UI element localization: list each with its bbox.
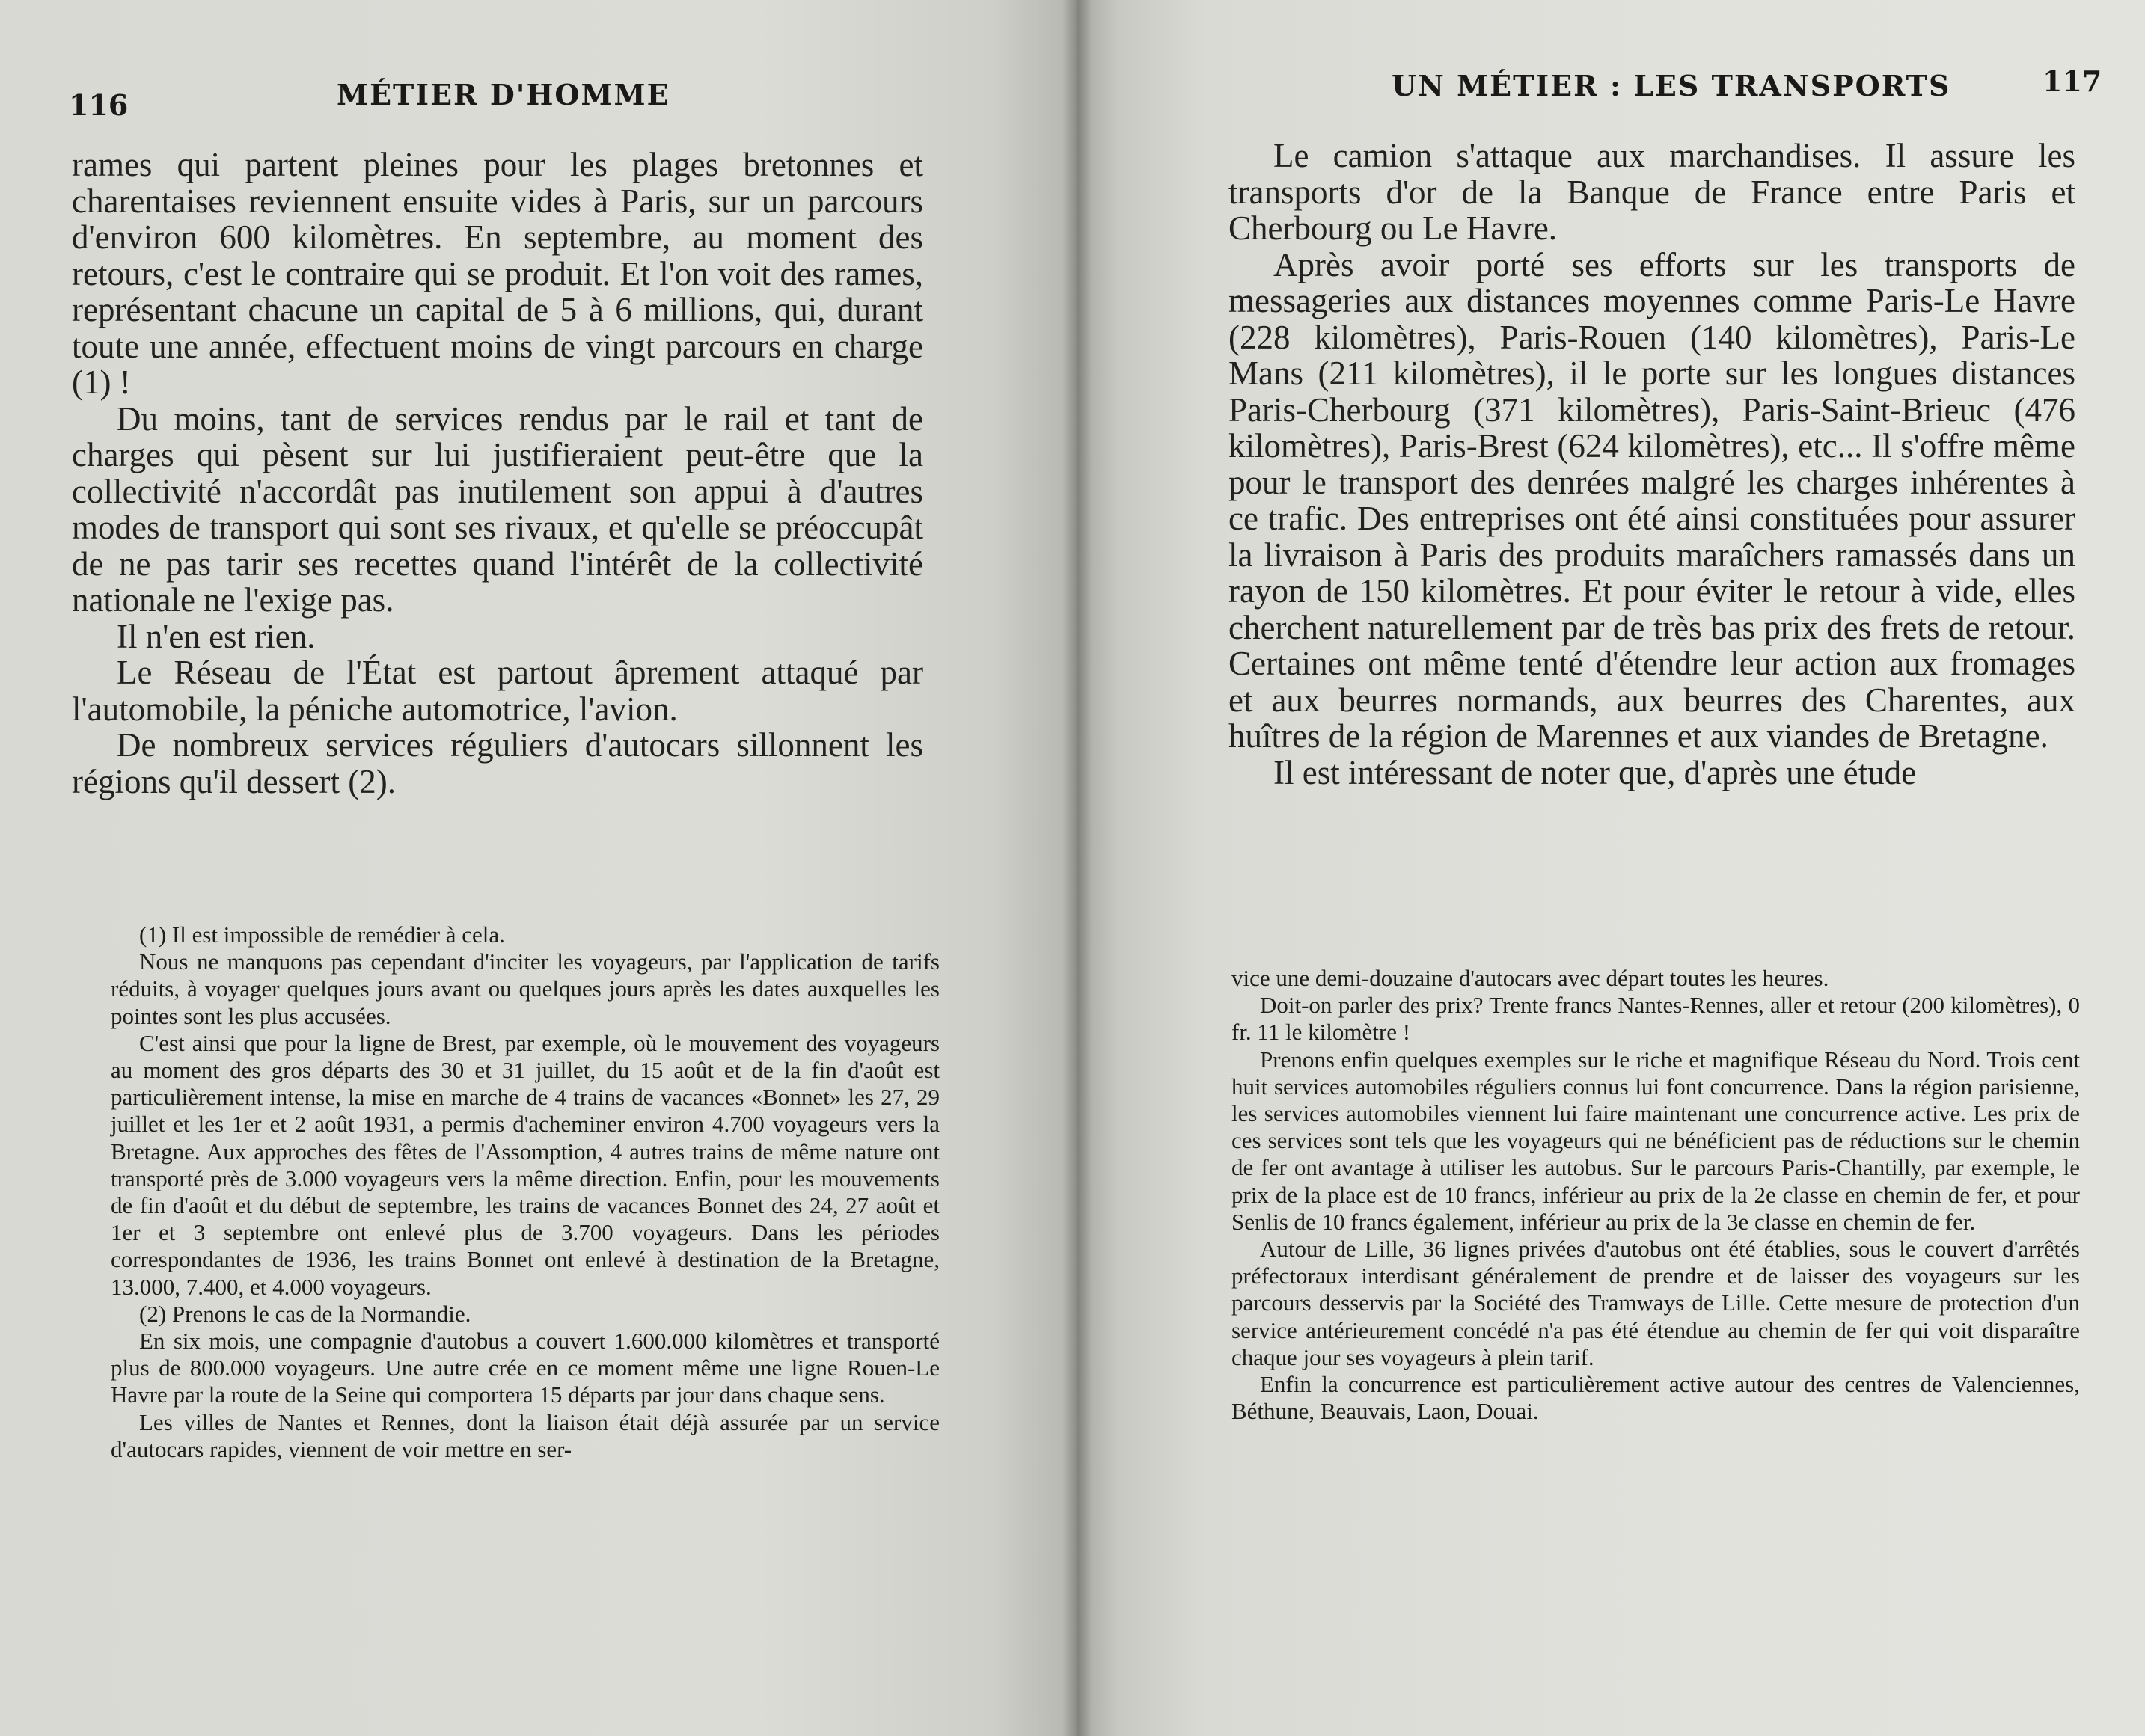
running-head: MÉTIER D'HOMME (337, 78, 670, 111)
main-text (1228, 138, 2075, 791)
paragraph: Il n'en est rien. (117, 617, 316, 655)
main-text (72, 147, 923, 800)
page-number: 117 (2043, 64, 2102, 98)
right-page (1077, 0, 2145, 1736)
page-number: 116 (69, 88, 129, 122)
footnote: Doit-on parler des prix? Trente francs Nantes-Rennes, aller et retour (200 kilomètres), 0 fr. 11 le kilomètre ! (1231, 992, 2080, 1046)
footnote: Prenons enfin quelques exemples sur le riche et magnifique Réseau du Nord. Trois cent huit services automobiles réguliers connus lui font concurrence. Dans la région parisienne, les services automobiles viennent lui faire maintenant une concurrence active. Les prix de ces services sont tels que les voyageurs qui ne bénéficient pas de réductions sur le chemin de fer ont avantage à utiliser les autobus. Sur le parcours Paris-Chantilly, par exemple, le prix de la place est de 10 francs, inférieur au prix de la 2e classe en chemin de fer, et pour Senlis de 10 francs également, inférieur au prix de la 3e classe en chemin de fer. (1231, 1046, 2080, 1235)
paragraph: Le Réseau de l'État est partout âprement attaqué par l'automobile, la péniche automotrice, l'avion. (72, 654, 923, 728)
footnote: C'est ainsi que pour la ligne de Brest, par exemple, où le mouvement des voyageurs au moment des gros départs des 30 et 31 juillet, du 15 août et de la fin d'août est particulièrement intense, la mise en marche de 4 trains de vacances «Bonnet» les 27, 29 juillet et les 1er et 2 août 1931, a permis d'acheminer environ 4.700 voyageurs vers la Bretagne. Aux approches des fêtes de l'Assomption, 4 autres trains de même nature ont transporté près de 3.000 voyageurs vers la même direction. Enfin, pour les mouvements de fin d'août et du début de septembre, les trains de vacances Bonnet des 24, 27 août et 1er et 3 septembre ont enlevé plus de 3.700 voyageurs. Dans les périodes correspondantes de 1936, les trains Bonnet ont enlevé à destination de la Bretagne, 13.000, 7.400, et 4.000 voyageurs. (111, 1029, 940, 1300)
footnotes (1231, 965, 2080, 1425)
footnote: Enfin la concurrence est particulièrement active autour des centres de Valenciennes, Béthune, Beauvais, Laon, Douai. (1231, 1371, 2080, 1425)
footnote: Autour de Lille, 36 lignes privées d'autobus ont été établies, sous le couvert d'arrêtés préfectoraux interdisant généralement de prendre et de laisser des voyageurs sur les parcours desservis par la Société des Tramways de Lille. Cette mesure de protection d'un service antérieurement concédé n'a pas été étendue au chemin de fer qui voit disparaître chaque jour ses voyageurs à plein tarif. (1231, 1236, 2080, 1370)
paragraph: rames qui partent pleines pour les plages bretonnes et charentaises reviennent ensuite vides à Paris, sur un parcours d'environ 600 kilomètres. En septembre, au moment des retours, c'est le contraire qui se produit. Et l'on voit des rames, représentant chacune un capital de 5 à 6 millions, qui, durant toute une année, effectuent moins de vingt parcours en charge (1) ! (72, 146, 923, 401)
footnotes (111, 921, 940, 1463)
paragraph: De nombreux services réguliers d'autocars sillonnent les régions qu'il dessert (2). (72, 726, 923, 800)
running-head: UN MÉTIER : LES TRANSPORTS (1392, 69, 1951, 102)
footnote: Les villes de Nantes et Rennes, dont la liaison était déjà assurée par un service d'autocars rapides, viennent de voir mettre en ser- (111, 1408, 940, 1462)
footnote: (1) Il est impossible de remédier à cela. (139, 921, 505, 948)
paragraph: Après avoir porté ses efforts sur les transports de messageries aux distances moyennes comme Paris-Le Havre (228 kilomètres), Paris-Rouen (140 kilomètres), Paris-Le Mans (211 kilomètres), il le porte sur les longues distances Paris-Cherbourg (371 kilomètres), Paris-Saint-Brieuc (476 kilomètres), Paris-Brest (624 kilomètres), etc... Il s'offre même pour le transport des denrées malgré les charges inhérentes à ce trafic. Des entreprises ont été ainsi constituées pour assurer la livraison à Paris des produits maraîchers ramassés dans un rayon de 150 kilomètres. Et pour éviter le retour à vide, elles cherchent naturellement par de très bas prix des frets de retour. Certaines ont même tenté d'étendre leur action aux fromages et aux beurres normands, aux beurres des Charentes, aux huîtres de la région de Marennes et aux viandes de Bretagne. (1228, 245, 2075, 755)
footnote: (2) Prenons le cas de la Normandie. (139, 1300, 471, 1327)
footnote: Nous ne manquons pas cependant d'inciter les voyageurs, par l'application de tarifs réduits, à voyager quelques jours avant ou quelques jours après les dates auxquelles les pointes sont les plus accusées. (111, 948, 940, 1029)
paragraph: Il est intéressant de noter que, d'après une étude (1273, 753, 1917, 791)
paragraph: Du moins, tant de services rendus par le rail et tant de charges qui pèsent sur lui justifieraient peut-être que la collectivité n'accordât pas inutilement son appui à d'autres modes de transport qui sont ses rivaux, et qu'elle se préoccupât de ne pas tarir ses recettes quand l'intérêt de la collectivité nationale ne l'exige pas. (72, 399, 923, 619)
paragraph: Le camion s'attaque aux marchandises. Il assure les transports d'or de la Banque de France entre Paris et Cherbourg ou Le Havre. (1228, 137, 2075, 247)
book-gutter (1062, 0, 1092, 1736)
footnote: vice une demi-douzaine d'autocars avec départ toutes les heures. (1231, 965, 1829, 991)
footnote: En six mois, une compagnie d'autobus a couvert 1.600.000 kilomètres et transporté plus de 800.000 voyageurs. Une autre crée en ce moment même une ligne Rouen-Le Havre par la route de la Seine qui comportera 15 départs par jour dans chaque sens. (111, 1328, 940, 1408)
